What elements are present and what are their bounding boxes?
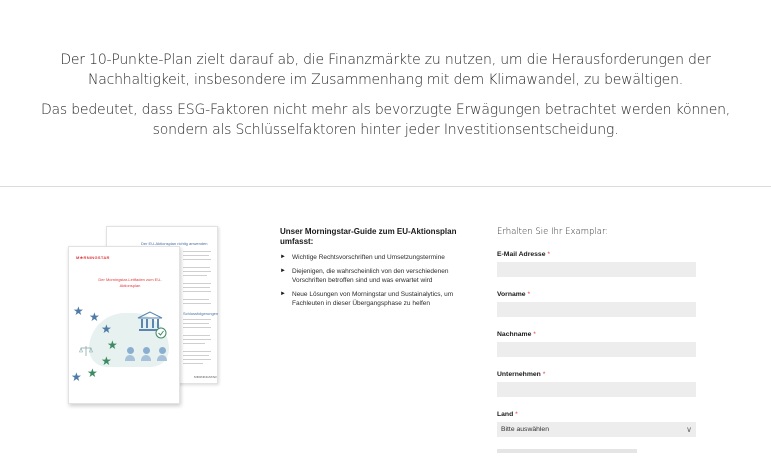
booklet-back-highlight: Schlussfolgerungen — [183, 311, 219, 316]
text-line — [183, 319, 211, 320]
required-marker: * — [515, 411, 518, 418]
guide-bullet-list — [280, 253, 480, 309]
lastname-field[interactable] — [497, 342, 696, 357]
star-icon: ★ — [101, 354, 112, 368]
text-line — [183, 271, 211, 272]
bullet-arrow-icon: ► — [280, 290, 286, 297]
booklet-front-page — [68, 246, 180, 404]
text-line — [183, 283, 211, 284]
text-line — [183, 267, 210, 268]
star-icon: ★ — [71, 370, 82, 384]
list-item: ► Neue Lösungen von Morningstar und Sustainalytics, um Fachleuten in dieser Übergangsphase zu helfen — [280, 290, 454, 307]
booklet-footer-logo: M★RNINGSTAR — [194, 375, 217, 379]
guide-booklet-image — [60, 220, 230, 410]
intro-paragraph-1: Der 10-Punkte-Plan zielt darauf ab, die Finanzmärkte zu nutzen, um die Herausforderungen der Nachhaltigkeit, insbesondere im Zusammenhang mit dem Klimawandel, zu bewältigen. — [60, 52, 711, 88]
chevron-down-icon: ∨ — [686, 425, 692, 434]
list-item: ► Diejenigen, die wahrscheinlich von den verschiedenen Vorschriften betroffen sind und was erwartet wird — [280, 267, 449, 284]
text-line — [183, 299, 209, 300]
star-icon: ★ — [87, 366, 98, 380]
form-heading: Erhalten Sie Ihr Examplar: — [497, 227, 609, 237]
text-line — [183, 275, 207, 276]
checkmark-icon — [155, 327, 167, 339]
section-divider — [0, 186, 771, 187]
scale-icon — [79, 345, 93, 357]
next-field-label-cutoff — [497, 449, 637, 453]
star-icon: ★ — [89, 310, 100, 324]
morningstar-logo: M★RNINGSTAR — [76, 255, 110, 260]
text-line — [183, 303, 211, 304]
list-item: ► Wichtige Rechtsvorschriften und Umsetzungstermine — [280, 254, 445, 261]
text-line — [183, 339, 211, 340]
booklet-back-title: Der EU-Aktionsplan richtig anwenden — [141, 241, 208, 246]
text-line — [183, 259, 211, 260]
text-line — [183, 355, 209, 356]
text-line — [183, 251, 211, 252]
email-label: E-Mail Adresse * — [497, 251, 551, 258]
person-icon — [125, 347, 135, 359]
lastname-label: Nachname * — [497, 331, 536, 338]
person-icon — [157, 347, 167, 359]
text-line — [183, 323, 209, 324]
person-icon — [141, 347, 151, 359]
required-marker: * — [533, 331, 536, 338]
text-line — [183, 359, 211, 360]
text-line — [183, 363, 203, 364]
intro-text — [0, 50, 771, 150]
country-label: Land * — [497, 411, 518, 418]
text-line — [183, 327, 211, 328]
download-form — [497, 227, 697, 453]
star-icon: ★ — [107, 338, 118, 352]
guide-contents — [280, 227, 480, 313]
star-icon: ★ — [101, 322, 112, 336]
required-marker: * — [547, 251, 551, 258]
text-line — [183, 335, 210, 336]
company-field[interactable] — [497, 382, 696, 397]
bullet-arrow-icon: ► — [280, 254, 286, 260]
guide-title: Unser Morningstar-Guide zum EU-Aktionsplan umfasst: — [280, 227, 457, 246]
country-select[interactable] — [497, 422, 696, 437]
intro-paragraph-2: Das bedeutet, dass ESG-Faktoren nicht mehr als bevorzugte Erwägungen betrachtet werden können, sondern als Schlüsselfaktoren hinter jeder Investitionsentscheidung. — [40, 102, 731, 138]
text-line — [183, 287, 210, 288]
text-line — [183, 291, 211, 292]
firstname-label: Vorname * — [497, 291, 531, 298]
email-field[interactable] — [497, 262, 696, 277]
booklet-front-title: Der Morningstar-Leitfaden zum EU-Aktionsplan — [98, 277, 162, 288]
star-icon: ★ — [73, 304, 84, 318]
required-marker: * — [527, 291, 531, 298]
country-select-value: Bitte auswählen — [501, 426, 549, 433]
bullet-arrow-icon: ► — [280, 267, 286, 274]
firstname-field[interactable] — [497, 302, 696, 317]
text-line — [183, 343, 205, 344]
text-line — [183, 351, 211, 352]
company-label: Unternehmen * — [497, 371, 546, 378]
required-marker: * — [542, 371, 546, 378]
text-line — [183, 255, 209, 256]
